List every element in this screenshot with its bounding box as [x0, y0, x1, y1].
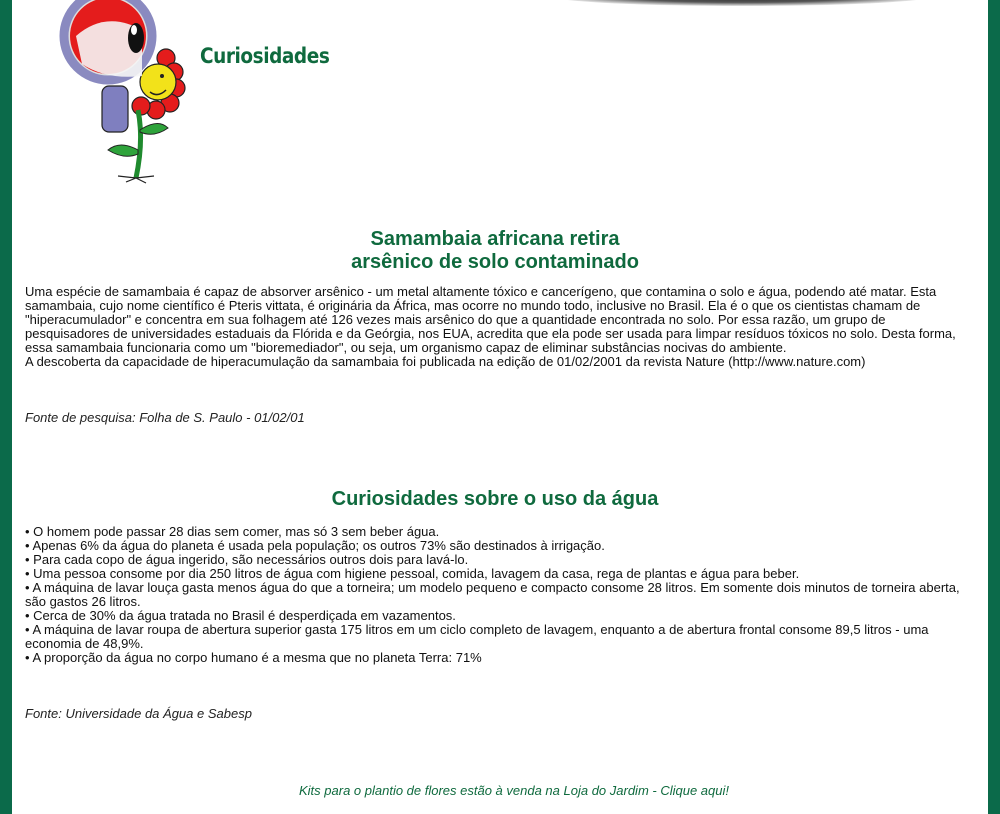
list-item: • Uma pessoa consome por dia 250 litros de água com higiene pessoal, comida, lavagem da casa, rega de plantas e água para beber. — [25, 566, 800, 581]
list-item: • Para cada copo de água ingerido, são necessários outros dois para lavá-lo. — [25, 552, 469, 567]
article-paragraph: A descoberta da capacidade de hiperacumulação da samambaia foi publicada na edição de 01/02/2001 da revista Nature (http://www.nature.com) — [25, 354, 866, 369]
list-item: • A proporção da água no corpo humano é a mesma que no planeta Terra: 71% — [25, 650, 482, 665]
article-paragraph: Uma espécie de samambaia é capaz de absorver arsênico - um metal altamente tóxico e cancerígeno, que contamina o solo e água, podendo até matar. Esta samambaia, cujo nome científico é Pteris vittata, é originária da África, mas ocorre no mundo todo, inclusive no Brasil. Ela é o que os cientistas chamam de "hiperacumulador" e concentra em sua folhagem até 126 vezes mais arsênico do que a quantidade encontrada no solo. Por essa razão, um grupo de pesquisadores de universidades estaduais da Flórida e da Geórgia, nos EUA, acredita que ela pode ser usada para limpar resíduos tóxicos no solo. Desta forma, essa samambaia funcionaria como um "bioremediador", ou seja, um organismo capaz de eliminar substâncias nocivas do ambiente. — [25, 284, 956, 355]
list-item: • O homem pode passar 28 dias sem comer, mas só 3 sem beber água. — [25, 524, 440, 539]
decorative-shadow — [552, 0, 932, 6]
article-title-line2: arsênico de solo contaminado — [351, 251, 639, 273]
article-title-samambaia — [12, 228, 978, 274]
article-source: Fonte: Universidade da Água e Sabesp — [25, 706, 252, 721]
page-content — [12, 0, 988, 814]
flower-mascot-magnifier-image — [46, 0, 196, 188]
list-item: • A máquina de lavar louça gasta menos água do que a torneira; um modelo pequeno e compacto consome 28 litros. Em somente dois minutos de torneira aberta, são gastos 26 litros. — [25, 580, 960, 609]
list-item: • A máquina de lavar roupa de abertura superior gasta 175 litros em um ciclo completo de lavagem, enquanto a de abertura frontal consome 89,5 litros - uma economia de 48,9%. — [25, 622, 929, 651]
article-body-samambaia — [25, 285, 965, 369]
water-facts-list — [25, 525, 965, 665]
article-source: Fonte de pesquisa: Folha de S. Paulo - 01/02/01 — [25, 410, 305, 425]
list-item: • Apenas 6% da água do planeta é usada pela população; os outros 73% são destinados à irrigação. — [25, 538, 605, 553]
list-item: • Cerca de 30% da água tratada no Brasil é desperdiçada em vazamentos. — [25, 608, 456, 623]
section-title: Curiosidades — [200, 44, 330, 68]
article-title-line1: Samambaia africana retira — [370, 228, 620, 250]
article-title-agua: Curiosidades sobre o uso da água — [331, 488, 659, 510]
store-promo-link[interactable]: Kits para o plantio de flores estão à venda na Loja do Jardim - Clique aqui! — [299, 783, 729, 798]
